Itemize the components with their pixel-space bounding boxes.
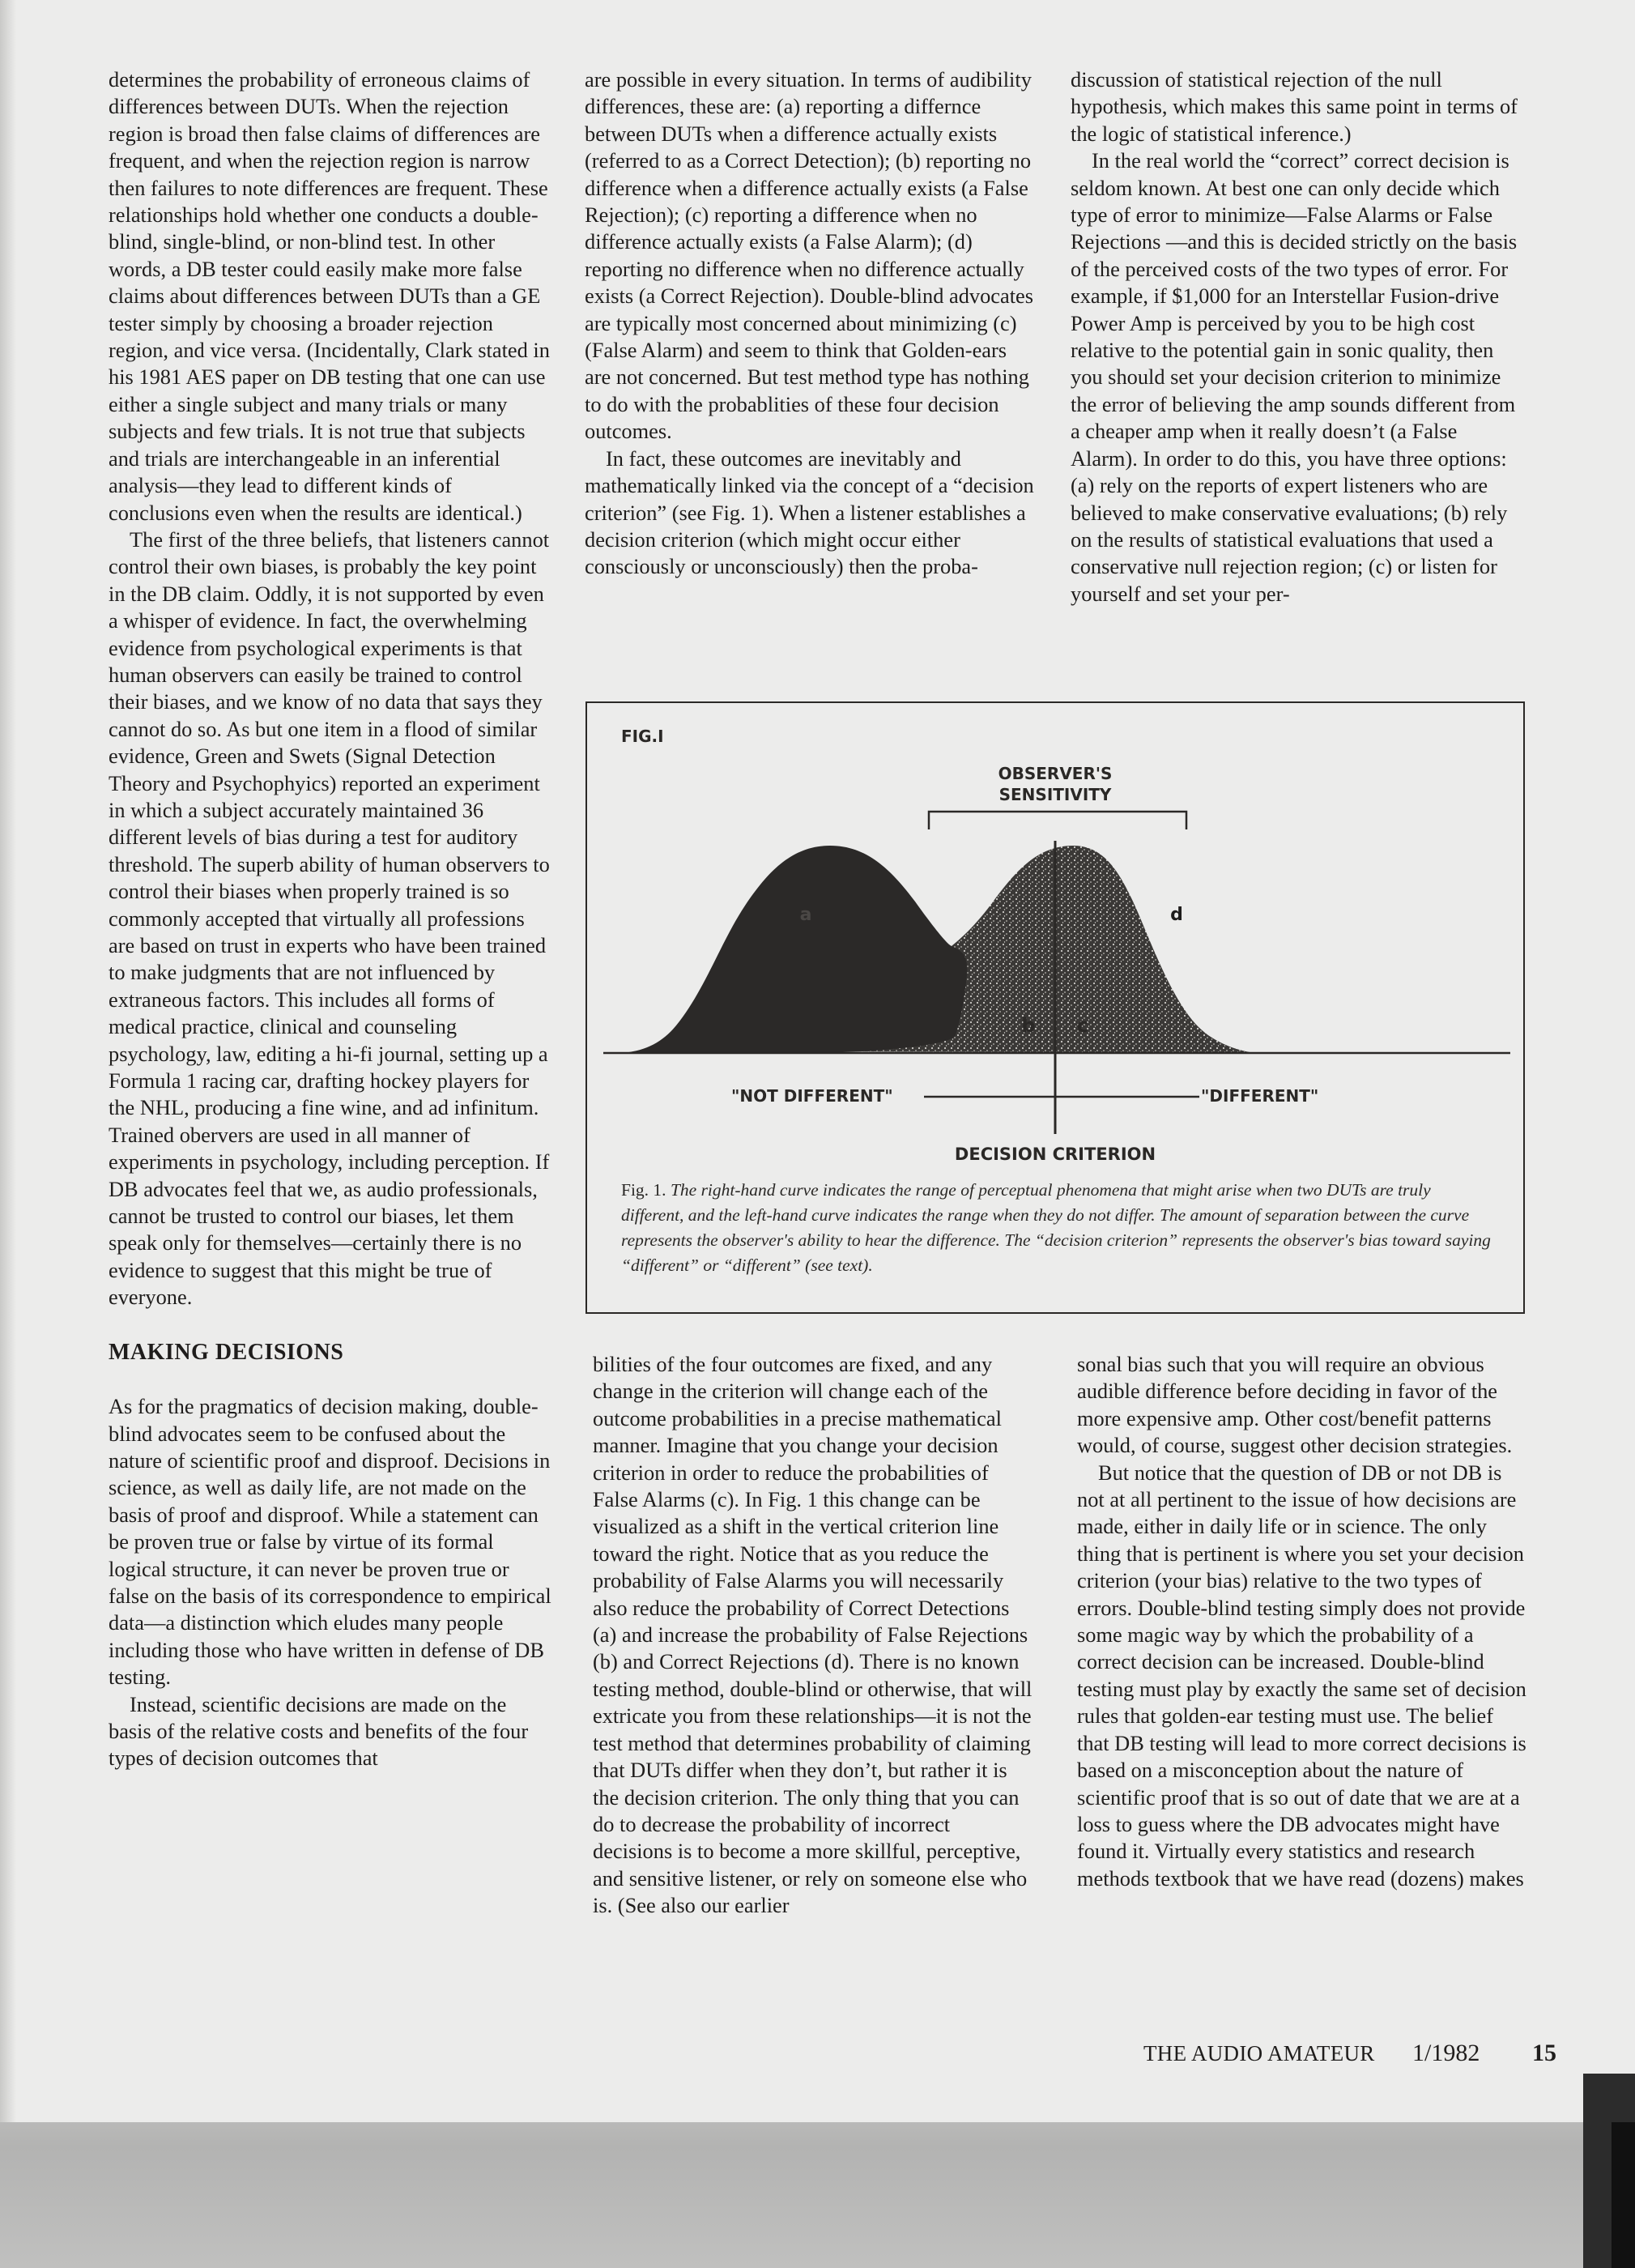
paragraph: But notice that the question of DB or not DB is not at all pertinent to the issue of how decisions are made, either in daily life or in science. The only thing that is pertinent is where you set your decision criterion (your bias) relative to the two types of errors. Double-blind testing simply does not provide some magic way by which the probability of a correct decision can be increased. Double-blind testing must play by exactly the same set of decision rules that golden-ear testing must use. The belief that DB testing will lead to more correct decisions is based on a misconception about the nature of scientific proof that is so out of date that we are at a loss to guess where the DB advocates might have found it. Virtually every statistics and research methods textbook that we have read (dozens) makes xyxy=(1077,1460,1526,1891)
issue-number: 1/1982 xyxy=(1412,2040,1480,2066)
figure-label: FIG.I xyxy=(621,727,664,746)
paragraph: The first of the three beliefs, that listeners cannot control their own biases, is probably the key point in the DB claim. Oddly, it is not supported by even a whisper of evidence. In fact, the overwhelming evidence from psychological experiments is that human observers can easily be trained to control their biases, and we know of no data that says they cannot do so. As but one item in a flood of similar evidence, Green and Swets (Signal Detection Theory and Psychophyics) reported an experiment in which a subject accurately maintained 36 different levels of bias during a test for auditory threshold. The superb ability of human observers to control their biases when properly trained is so commonly accepted that virtually all professions are based on trust in experts who have been trained to make judgments that are not influenced by extraneous factors. This includes all forms of medical practice, clinical and counseling psychology, law, editing a hi-fi journal, setting up a Formula 1 racing car, drafting hockey players for the NHL, producing a fine wine, and ad infinitum. Trained obervers are used in all manner of experiments in psychology, including perception. If DB advocates feel that we, as audio professionals, cannot be trusted to control our biases, let them speak only for themselves—certainly there is no evidence to suggest that this might be true of everyone. xyxy=(109,526,550,1310)
paragraph: discussion of statistical rejection of the null hypothesis, which makes this same point in terms of the logic of statistical inference.) xyxy=(1071,67,1518,146)
column-2-top xyxy=(585,66,1034,581)
paragraph: bilities of the four outcomes are fixed, and any change in the criterion will change each of the outcome probabilities in a precise mathematical manner. Imagine that you change your decision criterion in order to reduce the probabilities of False Alarms (c). In Fig. 1 this change can be visualized as a shift in the vertical criterion line toward the right. Notice that as you reduce the probability of False Alarms you will necessarily also reduce the probability of Correct Detections (a) and increase the probability of False Rejections (b) and Correct Rejections (d). There is no known testing method, double-blind or otherwise, that will extricate you from these relationships—it is not the test method that determines probability of claiming that DUTs differ when they don’t, but rather it is the decision criterion. The only thing that you can do to decrease the probability of incorrect decisions is to become a more skillful, perceptive, and sensitive listener, or rely on someone else who is. (See also our earlier xyxy=(593,1352,1033,1918)
sensitivity-label-line-2: SENSITIVITY xyxy=(998,785,1112,804)
column-2-bottom xyxy=(593,1351,1034,1920)
publication-name: THE AUDIO AMATEUR xyxy=(1143,2041,1375,2066)
not-different-distribution-curve xyxy=(621,846,967,1053)
decision-criterion-label: DECISION CRITERION xyxy=(954,1145,1156,1164)
different-label: "DIFFERENT" xyxy=(1201,1086,1319,1106)
sensitivity-label-line-1: OBSERVER'S xyxy=(998,764,1113,783)
region-label-d: d xyxy=(1170,905,1183,925)
figure-1 xyxy=(585,701,1525,1314)
figure-caption xyxy=(621,1178,1496,1278)
page-number: 15 xyxy=(1532,2040,1556,2066)
scanner-edge-dark xyxy=(1612,2122,1635,2268)
scanner-background xyxy=(0,2122,1635,2268)
region-label-a: a xyxy=(799,905,812,925)
region-label-b: b xyxy=(1021,1014,1036,1037)
column-3-top xyxy=(1071,66,1526,608)
paragraph: As for the pragmatics of decision making, double-blind advocates seem to be confused about the nature of scientific proof and disproof. Decisions in science, as well as daily life, are not made on the basis of proof and disproof. While a statement can be proven true or false by virtue of its formal logical structure, it can never be proven true or false on the basis of its correspondence to empirical data—a distinction which eludes many people including those who have written in defense of DB testing. xyxy=(109,1394,551,1690)
column-1 xyxy=(109,66,552,1772)
not-different-label: "NOT DIFFERENT" xyxy=(731,1086,893,1106)
paragraph: determines the probability of erroneous claims of differences between DUTs. When the rejection region is broad then false claims of differences are frequent, and when the rejection region is narrow then failures to note differences are frequent. These relationships hold whether one conducts a double-blind, single-blind, or non-blind test. In other words, a DB tester could easily make more false claims about differences between DUTs than a GE tester simply by choosing a broader rejection region, and vice versa. (Incidentally, Clark stated in his 1981 AES paper on DB testing that one can use either a single subject and many trials or many subjects and few trials. It is not true that subjects and trials are interchangeable in an inferential analysis—they lead to different kinds of conclusions even when the results are identical.) xyxy=(109,67,550,525)
column-3-bottom xyxy=(1077,1351,1527,1892)
paragraph: are possible in every situation. In terms of audibility differences, these are: (a) reporting a differnce between DUTs when a difference actually exists (referred to as a Correct Detection); (b) reporting no difference when a difference actually exists (a False Rejection); (c) reporting a difference when no difference actually exists (a False Alarm); (d) reporting no difference when no difference actually exists (a Correct Rejection). Double-blind advocates are typically most concerned about minimizing (c) (False Alarm) and seem to think that Golden-ears are not concerned. But test method type has nothing to do with the probablities of these four decision outcomes. xyxy=(585,67,1034,444)
section-heading: MAKING DECISIONS xyxy=(109,1339,344,1365)
paragraph: In fact, these outcomes are inevitably and mathematically linked via the concept of a “decision criterion” (see Fig. 1). When a listener establishes a decision criterion (which might occur either consciously or unconsciously) then the proba- xyxy=(585,446,1034,579)
caption-text: The right-hand curve indicates the range of perceptual phenomena that might arise when two DUTs are truly different, and the left-hand curve indicates the range when they do not differ. The amount of separation between the curve represents the observer's ability to hear the difference. The “decision criterion” represents the observer's bias toward saying “different” or “different” (see text). xyxy=(621,1180,1491,1275)
paragraph: Instead, scientific decisions are made on the basis of the relative costs and benefits of the four types of decision outcomes that xyxy=(109,1691,529,1771)
region-label-c: c xyxy=(1076,1014,1089,1037)
paragraph: In the real world the “correct” correct decision is seldom known. At best one can only decide which type of error to minimize—False Alarms or False Rejections —and this is decided strictly on the basis of the perceived costs of the two types of error. For example, if $1,000 for an Interstellar Fusion-drive Power Amp is perceived by you to be high cost relative to the potential gain in sonic quality, then you should set your decision criterion to minimize the error of believing the amp sounds different from a cheaper amp when it really doesn’t (a False Alarm). In order to do this, you have three options: (a) rely on the reports of expert listeners who are believed to make conservative evaluations; (b) rely on the results of statistical evaluations that used a conservative null rejection region; (c) or listen for yourself and set your per- xyxy=(1071,148,1518,606)
page-edge-shadow xyxy=(0,0,16,2122)
caption-label: Fig. 1. xyxy=(621,1180,666,1200)
sensitivity-bracket xyxy=(929,812,1186,829)
paragraph: sonal bias such that you will require an obvious audible difference before deciding in favor of the more expensive amp. Other cost/benefit patterns would, of course, suggest other decision strategies. xyxy=(1077,1352,1513,1458)
